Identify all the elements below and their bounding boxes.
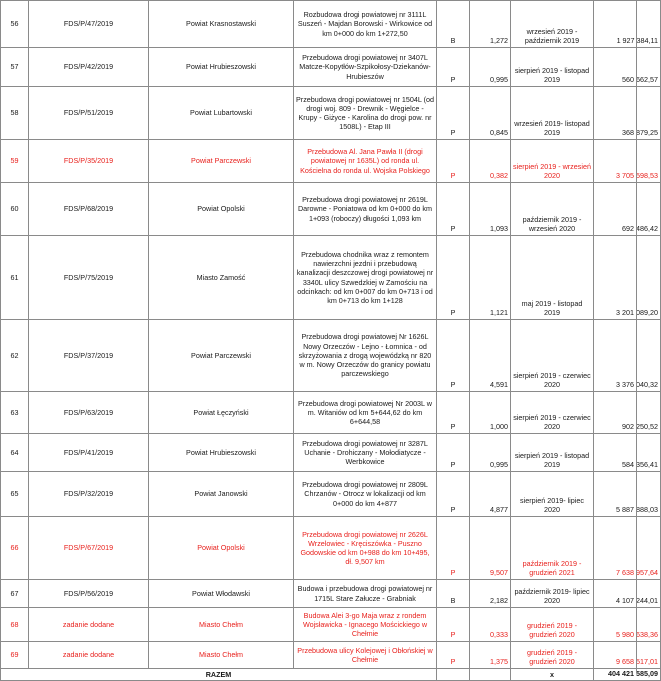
beneficiary-cell: Powiat Opolski xyxy=(149,517,294,580)
road-length-cell: 2,182 xyxy=(470,580,511,608)
grant-amount-cell: 4 107 244,01 xyxy=(594,580,661,608)
row-number-cell: 68 xyxy=(1,608,29,642)
task-description-cell: Przebudowa drogi powiatowej nr 2809L Chrzanów - Otrocz w lokalizacji od km 0+000 do km 4+877 xyxy=(294,472,437,517)
table-row xyxy=(1,87,661,140)
task-description-cell: Budowa Alei 3-go Maja wraz z rondem Wojsławicka - Ignacego Mościckiego w Chełmie xyxy=(294,608,437,642)
agreement-number-cell: FDS/P/37/2019 xyxy=(29,320,149,392)
table-row xyxy=(1,580,661,608)
total-empty-len xyxy=(470,669,511,681)
total-row xyxy=(1,669,661,681)
implementation-period-cell: październik 2019- lipiec 2020 xyxy=(511,580,594,608)
task-description-cell: Rozbudowa drogi powiatowej nr 3111L Suszeń - Majdan Borowski - Wirkowice od km 0+000 do km 1+272,50 xyxy=(294,1,437,48)
beneficiary-cell: Powiat Hrubieszowski xyxy=(149,48,294,87)
table-row xyxy=(1,517,661,580)
total-x-mark: x xyxy=(511,669,594,681)
row-number-cell: 63 xyxy=(1,392,29,434)
task-category-cell: P xyxy=(437,517,470,580)
road-length-cell: 0,382 xyxy=(470,140,511,183)
total-empty-cat xyxy=(437,669,470,681)
beneficiary-cell: Powiat Parczewski xyxy=(149,320,294,392)
row-number-cell: 59 xyxy=(1,140,29,183)
table-row xyxy=(1,642,661,669)
grant-amount-cell: 3 201 089,20 xyxy=(594,236,661,320)
agreement-number-cell: FDS/P/75/2019 xyxy=(29,236,149,320)
road-length-cell: 0,995 xyxy=(470,48,511,87)
beneficiary-cell: Miasto Chełm xyxy=(149,608,294,642)
agreement-number-cell: FDS/P/51/2019 xyxy=(29,87,149,140)
implementation-period-cell: październik 2019 - wrzesień 2020 xyxy=(511,183,594,236)
task-category-cell: P xyxy=(437,608,470,642)
table-row xyxy=(1,183,661,236)
implementation-period-cell: wrzesień 2019- listopad 2019 xyxy=(511,87,594,140)
agreement-number-cell: FDS/P/68/2019 xyxy=(29,183,149,236)
implementation-period-cell: sierpień 2019 - wrzesień 2020 xyxy=(511,140,594,183)
table-row xyxy=(1,140,661,183)
task-category-cell: P xyxy=(437,320,470,392)
task-description-cell: Budowa i przebudowa drogi powiatowej nr 1715L Stare Załucze - Grabniak xyxy=(294,580,437,608)
row-number-cell: 56 xyxy=(1,1,29,48)
road-length-cell: 0,333 xyxy=(470,608,511,642)
implementation-period-cell: sierpień 2019 - listopad 2019 xyxy=(511,434,594,472)
table-row xyxy=(1,434,661,472)
row-number-cell: 65 xyxy=(1,472,29,517)
task-category-cell: P xyxy=(437,183,470,236)
road-length-cell: 9,507 xyxy=(470,517,511,580)
grant-amount-cell: 368 879,25 xyxy=(594,87,661,140)
implementation-period-cell: sierpień 2019 - czerwiec 2020 xyxy=(511,392,594,434)
table-body xyxy=(1,1,661,669)
grant-amount-cell: 560 662,57 xyxy=(594,48,661,87)
row-number-cell: 67 xyxy=(1,580,29,608)
row-number-cell: 58 xyxy=(1,87,29,140)
total-amount: 404 421 585,09 xyxy=(594,669,661,681)
beneficiary-cell: Powiat Łęczyński xyxy=(149,392,294,434)
grant-amount-cell: 3 376 040,32 xyxy=(594,320,661,392)
table-row xyxy=(1,236,661,320)
grant-amount-cell: 1 927 384,11 xyxy=(594,1,661,48)
agreement-number-cell: FDS/P/42/2019 xyxy=(29,48,149,87)
task-description-cell: Przebudowa drogi powiatowej Nr 2003L w m. Witaniów od km 5+644,62 do km 6+644,58 xyxy=(294,392,437,434)
task-description-cell: Przebudowa drogi powiatowej nr 1504L (od drogi woj. 809 - Drewnik - Węgielce - Krupy - Giżyce - Karolina do drogi pow. nr 1508L) - Etap III xyxy=(294,87,437,140)
table-row xyxy=(1,608,661,642)
table-row xyxy=(1,320,661,392)
task-category-cell: P xyxy=(437,392,470,434)
road-length-cell: 1,121 xyxy=(470,236,511,320)
total-label: RAZEM xyxy=(1,669,437,681)
grant-amount-cell: 5 887 888,03 xyxy=(594,472,661,517)
grant-amount-cell: 584 356,41 xyxy=(594,434,661,472)
task-description-cell: Przebudowa drogi powiatowej nr 3287L Uchanie - Drohiczany - Mołodiatycze - Werbkowice xyxy=(294,434,437,472)
beneficiary-cell: Powiat Janowski xyxy=(149,472,294,517)
row-number-cell: 61 xyxy=(1,236,29,320)
table-row xyxy=(1,472,661,517)
road-length-cell: 1,375 xyxy=(470,642,511,669)
agreement-number-cell: zadanie dodane xyxy=(29,608,149,642)
table-right-edge xyxy=(636,0,641,673)
grant-amount-cell: 902 250,52 xyxy=(594,392,661,434)
implementation-period-cell: grudzień 2019 - grudzień 2020 xyxy=(511,608,594,642)
table-row xyxy=(1,1,661,48)
road-length-cell: 1,000 xyxy=(470,392,511,434)
table-row xyxy=(1,392,661,434)
agreement-number-cell: FDS/P/32/2019 xyxy=(29,472,149,517)
table-row xyxy=(1,48,661,87)
task-category-cell: B xyxy=(437,580,470,608)
implementation-period-cell: grudzień 2019 - grudzień 2020 xyxy=(511,642,594,669)
task-description-cell: Przebudowa drogi powiatowej Nr 1626L Nowy Orzeczów - Lejno - Łomnica - od skrzyżowania z drogą wojewódzką nr 820 w m. Nowy Orzeczów do granicy powiatu parczewskiego xyxy=(294,320,437,392)
task-category-cell: B xyxy=(437,1,470,48)
task-description-cell: Przebudowa drogi powiatowej nr 2619L Darowne - Poniatowa od km 0+000 do km 1+093 (roboczy) długości 1,093 km xyxy=(294,183,437,236)
task-category-cell: P xyxy=(437,140,470,183)
task-description-cell: Przebudowa Al. Jana Pawła II (drogi powiatowej nr 1635L) od ronda ul. Kościelna do ronda ul. Wojska Polskiego xyxy=(294,140,437,183)
beneficiary-cell: Powiat Hrubieszowski xyxy=(149,434,294,472)
grant-amount-cell: 7 638 957,64 xyxy=(594,517,661,580)
task-description-cell: Przebudowa chodnika wraz z remontem nawierzchni jezdni i przebudową kanalizacji deszczowej drogi powiatowej nr 3340L ulicy Szwedzkiej w Zamościu na odcinkach: od km 0+007 do km 0+713 i od km 0+713 do km 1+128 xyxy=(294,236,437,320)
road-length-cell: 4,877 xyxy=(470,472,511,517)
row-number-cell: 66 xyxy=(1,517,29,580)
task-description-cell: Przebudowa drogi powiatowej nr 3407L Matcze-Kopytłów-Szpikołosy-Dziekanów-Hrubieszów xyxy=(294,48,437,87)
road-length-cell: 0,845 xyxy=(470,87,511,140)
beneficiary-cell: Powiat Parczewski xyxy=(149,140,294,183)
implementation-period-cell: październik 2019 - grudzień 2021 xyxy=(511,517,594,580)
road-length-cell: 0,995 xyxy=(470,434,511,472)
beneficiary-cell: Powiat Lubartowski xyxy=(149,87,294,140)
agreement-number-cell: FDS/P/67/2019 xyxy=(29,517,149,580)
beneficiary-cell: Miasto Zamość xyxy=(149,236,294,320)
agreement-number-cell: FDS/P/56/2019 xyxy=(29,580,149,608)
implementation-period-cell: sierpień 2019- lipiec 2020 xyxy=(511,472,594,517)
agreement-number-cell: FDS/P/47/2019 xyxy=(29,1,149,48)
beneficiary-cell: Miasto Chełm xyxy=(149,642,294,669)
task-description-cell: Przebudowa drogi powiatowej nr 2626L Wrzelowiec - Kręciszówka - Puszno Godowskie od km 0+988 do km 10+495, dł. 9,507 km xyxy=(294,517,437,580)
beneficiary-cell: Powiat Włodawski xyxy=(149,580,294,608)
task-description-cell: Przebudowa ulicy Kolejowej i Obłońskiej w Chełmie xyxy=(294,642,437,669)
grant-amount-cell: 692 486,42 xyxy=(594,183,661,236)
grant-amount-cell: 3 705 598,53 xyxy=(594,140,661,183)
grant-amount-cell: 9 658 517,01 xyxy=(594,642,661,669)
implementation-period-cell: maj 2019 - listopad 2019 xyxy=(511,236,594,320)
grant-amount-cell: 5 980 638,36 xyxy=(594,608,661,642)
implementation-period-cell: sierpień 2019 - czerwiec 2020 xyxy=(511,320,594,392)
road-length-cell: 4,591 xyxy=(470,320,511,392)
beneficiary-cell: Powiat Krasnostawski xyxy=(149,1,294,48)
road-length-cell: 1,093 xyxy=(470,183,511,236)
task-category-cell: P xyxy=(437,434,470,472)
task-category-cell: P xyxy=(437,472,470,517)
implementation-period-cell: sierpień 2019 - listopad 2019 xyxy=(511,48,594,87)
implementation-period-cell: wrzesień 2019 - październik 2019 xyxy=(511,1,594,48)
road-length-cell: 1,272 xyxy=(470,1,511,48)
agreement-number-cell: FDS/P/35/2019 xyxy=(29,140,149,183)
task-category-cell: P xyxy=(437,48,470,87)
beneficiary-cell: Powiat Opolski xyxy=(149,183,294,236)
row-number-cell: 62 xyxy=(1,320,29,392)
row-number-cell: 69 xyxy=(1,642,29,669)
agreement-number-cell: FDS/P/41/2019 xyxy=(29,434,149,472)
row-number-cell: 57 xyxy=(1,48,29,87)
agreement-number-cell: FDS/P/63/2019 xyxy=(29,392,149,434)
task-category-cell: P xyxy=(437,642,470,669)
task-category-cell: P xyxy=(437,236,470,320)
row-number-cell: 64 xyxy=(1,434,29,472)
task-category-cell: P xyxy=(437,87,470,140)
agreement-number-cell: zadanie dodane xyxy=(29,642,149,669)
row-number-cell: 60 xyxy=(1,183,29,236)
